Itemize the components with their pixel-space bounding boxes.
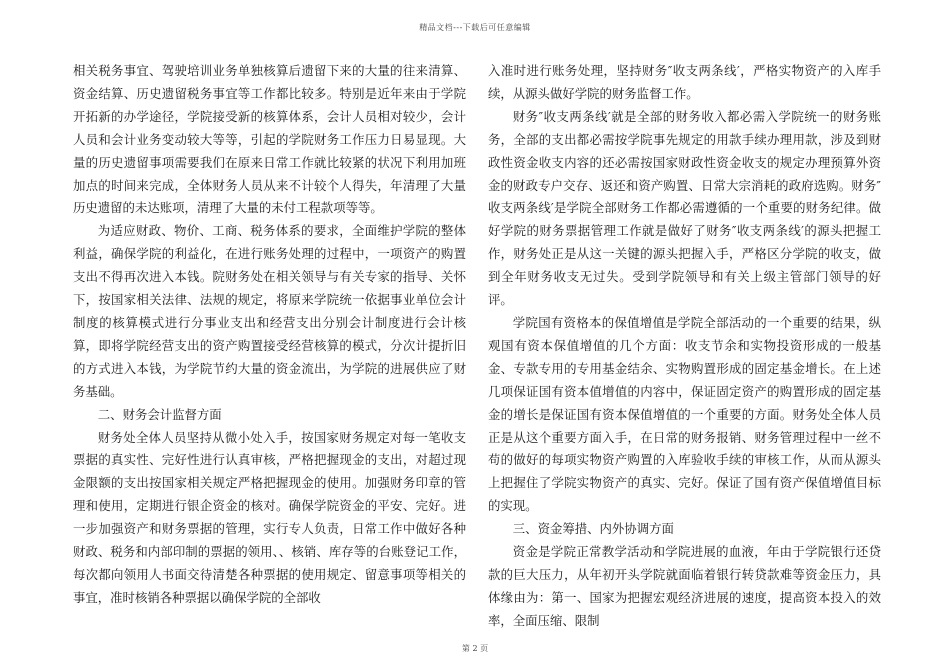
paragraph: 相关税务事宜、驾驶培训业务单独核算后遗留下来的大量的往来清算、资金结算、历史遗留税务事宜等工作都比较多。特别是近年来由于学院开拓新的办学途径，学院接受新的核算体系，会计人员相对较少，会计人员和会计业务变动较大等等，引起的学院财务工作压力日易显现。大量的历史遗留事项需要我们在原来日常工作就比较紧的状况下利用加班加点的时间来完成，全体财务人员从来不计较个人得失，年清理了大量历史遗留的未达账项，清理了大量的未付工程款项等等。 (73, 63, 466, 216)
right-column (488, 60, 881, 633)
paragraph: 入准时进行账务处理，坚持财务″收支两条线′，严格实物资产的入库手续，从源头做好学院的财务监督工作。 (488, 63, 881, 101)
page-number: 第 2 页 (461, 644, 489, 653)
left-column (73, 60, 466, 610)
section-heading: 三、资金筹措、内外协调方面 (512, 521, 674, 537)
section-heading: 二、财务会计监督方面 (97, 406, 222, 422)
paragraph: 财务处全体人员坚持从微小处入手，按国家财务规定对每一笔收支票据的真实性、完好性进行认真审核，严格把握现金的支出，对超过现金限额的支出按国家相关规定严格把握现金的使用。加强财务印章的管理和使用，定期进行银企资金的核对。确保学院资金的平安、完好。进一步加强资产和财务票据的管理，实行专人负责，日常工作中做好各种财政、税务和内部印制的票据的领用、、核销、库存等的台账登记工作，每次都向领用人书面交待清楚各种票据的使用规定、留意事项等相关的事宜，准时核销各种票据以确保学院的全部收 (73, 429, 466, 605)
paragraph: 学院国有资格本的保值增值是学院全部活动的一个重要的结果，纵观国有资本保值增值的几个方面：收支节余和实物投资形成的一般基金、专款专用的专用基金结余、实物购置形成的固定基金增长。在上述几项保证国有资本值增值的内容中，保证固定资产的购置形成的固定基金的增长是保证国有资本保值增值的一个重要的方面。财务处全体人员正是从这个重要方面入手，在日常的财务报销、财务管理过程中一丝不苟的做好的每项实物资产购置的入库验收手续的审核工作，从而从源头上把握住了学院实物资产的真实、完好。保证了国有资产保值增值目标的实现。 (488, 314, 881, 514)
paragraph: 财务″收支两条线′就是全部的财务收入都必需入学院统一的财务账务，全部的支出都必需按学院事先规定的用款手续办理用款，涉及到财政性资金收支内容的还必需按国家财政性资金收支的规定办理预算外资金的财政专户交存、返还和资产购置、日常大宗消耗的政府选购。财务″收支两条线′是学院全部财务工作都必需遵循的一个重要的财务纪律。做好学院的财务票据管理工作就是做好了财务″收支两条线′的源头把握工作，财务处正是从这一关键的源头把握入手，严格区分学院的收支，做到全年财务收支无过失。受到学院领导和有关上级主管部门领导的好评。 (488, 108, 881, 308)
paragraph: 为适应财政、物价、工商、税务体系的要求，全面维护学院的整体利益，确保学院的利益化，在进行账务处理的过程中，一项资产的购置支出不得再次进入本钱。院财务处在相关领导与有关专家的指导、关怀下，按国家相关法律、法规的规定，将原来学院统一依据事业单位会计制度的核算模式进行分事业支出和经营支出分别会计制度进行会计核算，即将学院经营支出的资产购置接受经营核算的模式，分次计提折旧的方式进入本钱，为学院节约大量的资金流出，为学院的进展供应了财务基础。 (73, 223, 466, 399)
page-header: 精品文档---下载后可任意编辑 (419, 23, 531, 32)
paragraph: 资金是学院正常教学活动和学院进展的血液，年由于学院银行还贷款的巨大压力，从年初开头学院就面临着银行转贷款难等资金压力，具体缘由为：第一、国家为把握宏观经济进展的速度，提高资本投入的效率，全面压缩、限制 (488, 544, 881, 628)
